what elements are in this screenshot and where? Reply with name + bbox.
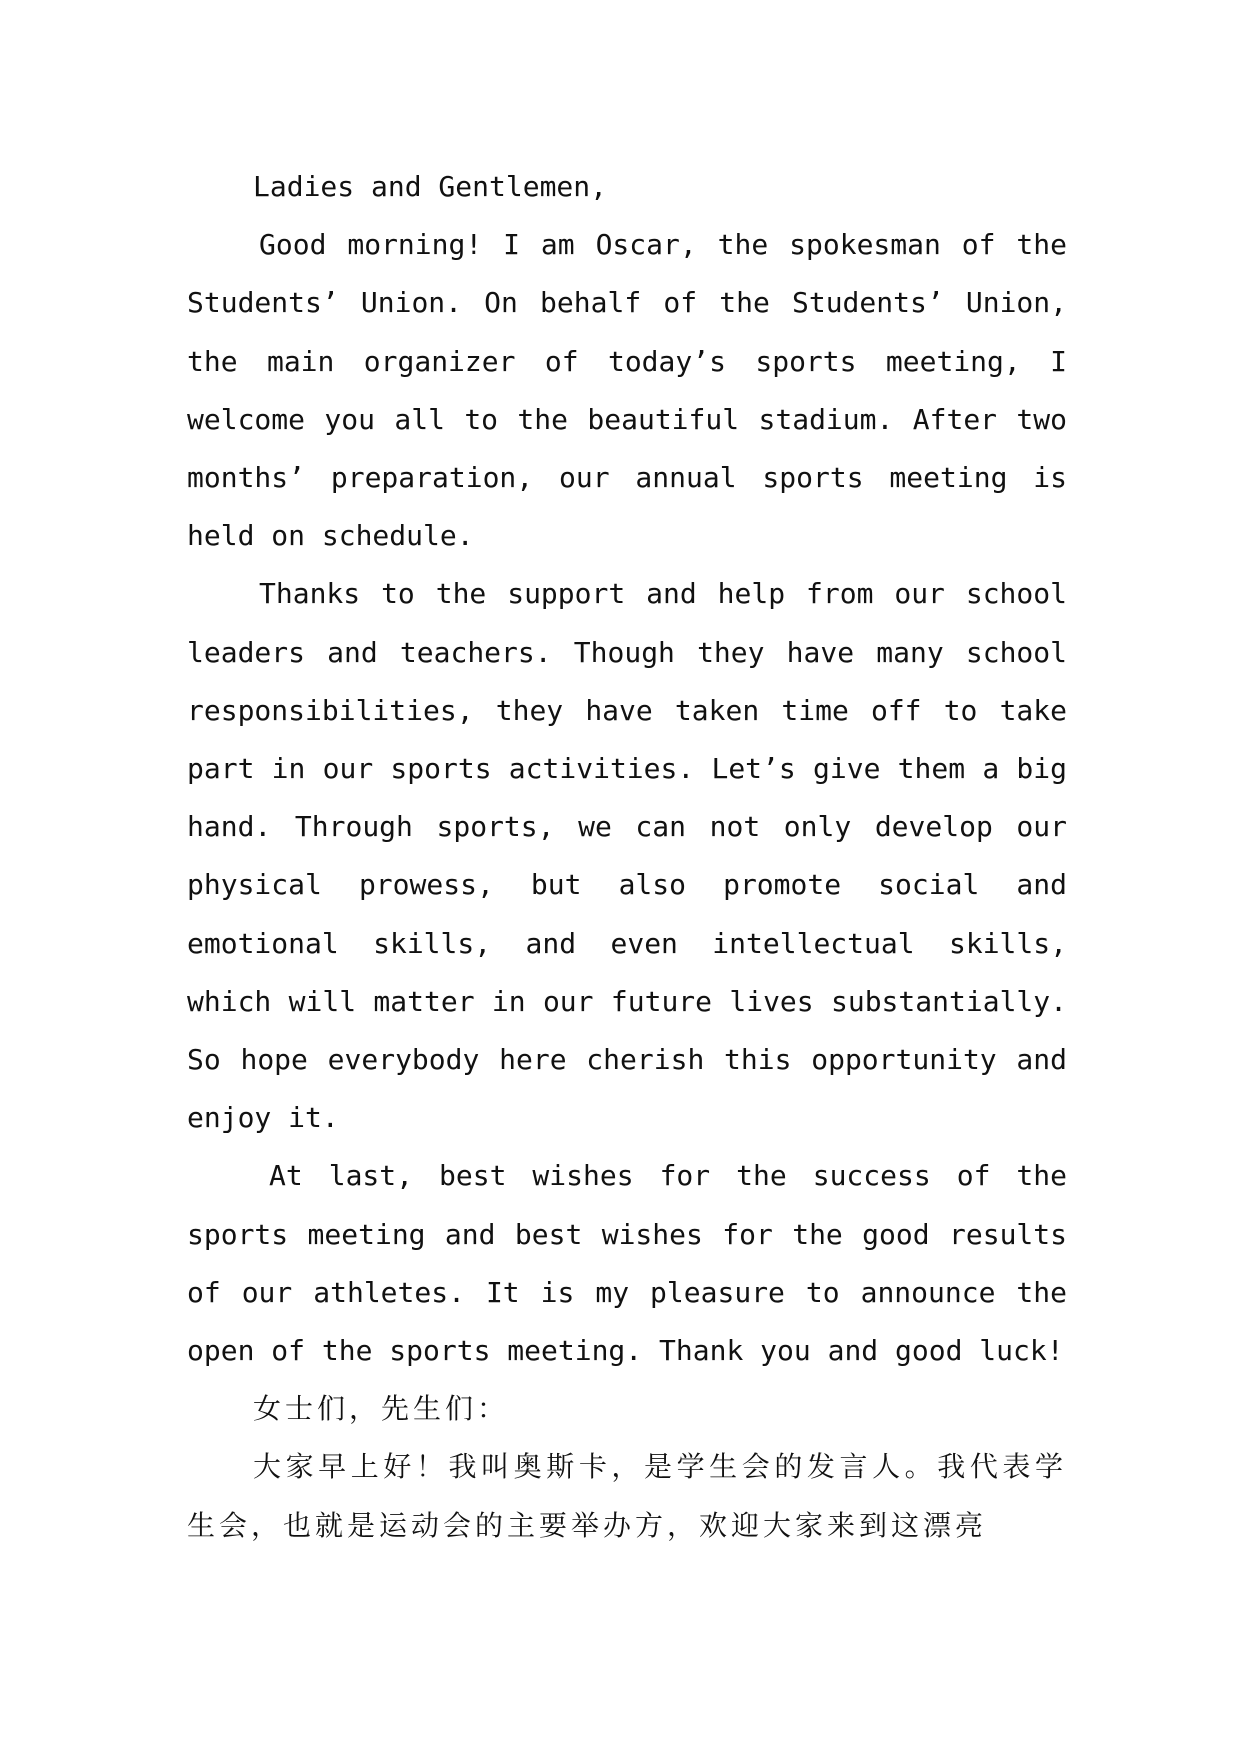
paragraph-greeting: Good morning! I am Oscar, the spokesman of the Students’ Union. On behalf of the Students’ Union, the main organizer of today’s sports meeting, I welcome you all to the beautiful stadium. After two months’ preparation, our annual sports meeting is held on schedule. [187,228,1067,553]
paragraph-closing: At last, best wishes for the success of the sports meeting and best wishes for the good results of our athletes. It is my pleasure to announce the open of the sports meeting. Thank you and good luck! [187,1159,1067,1368]
document-body [187,158,1067,1555]
salutation-zh: 女士们，先生们： [253,1392,510,1426]
paragraph-thanks: Thanks to the support and help from our school leaders and teachers. Though they have many school responsibilities, they have taken time off to take part in our sports activities. Let’s give them a big hand. Through sports, we can not only develop our physical prowess, but also promote social and emotional skills, and even intellectual skills, which will matter in our future lives substantially. So hope everybody here cherish this opportunity and enjoy it. [187,577,1067,1135]
paragraph-greeting-zh: 大家早上好！我叫奥斯卡，是学生会的发言人。我代表学生会，也就是运动会的主要举办方，欢迎大家来到这漂亮 [187,1450,1067,1542]
salutation-en: Ladies and Gentlemen, [253,170,608,203]
